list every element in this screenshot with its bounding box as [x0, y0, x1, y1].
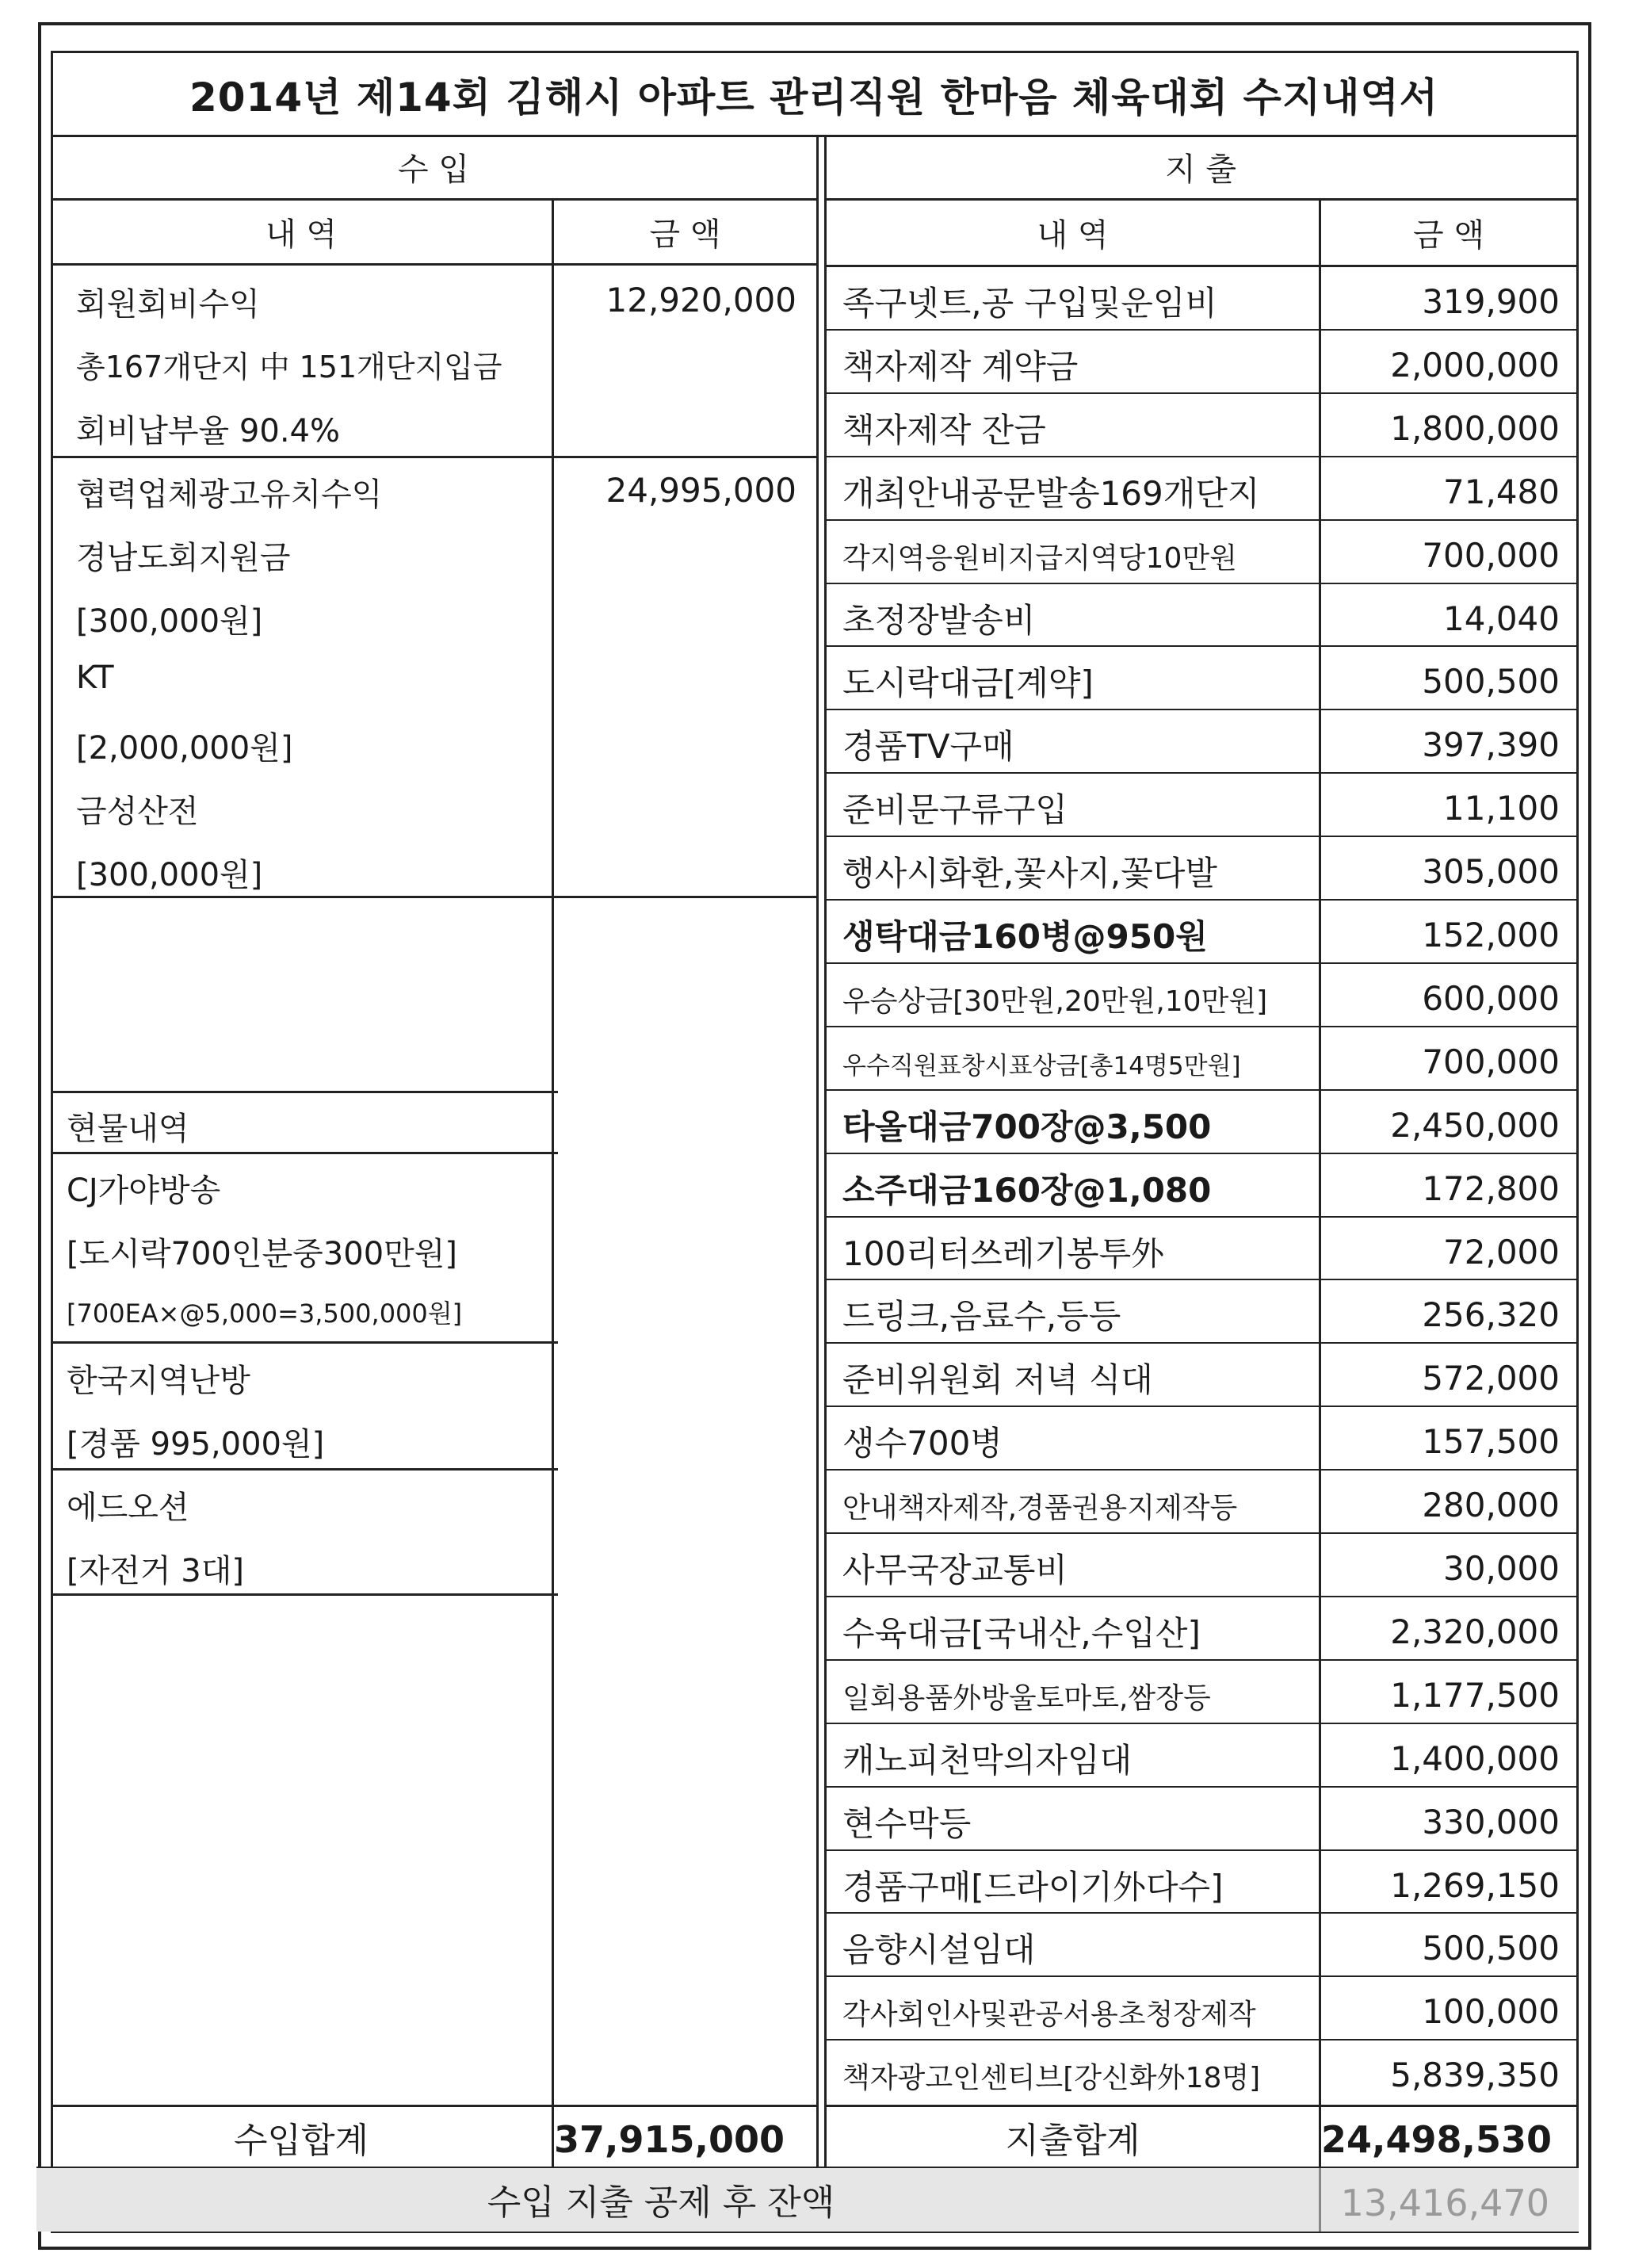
- income-amount: 24,995,000: [605, 471, 796, 510]
- expense-amount: 157,500: [1422, 1422, 1560, 1462]
- expense-amount: 700,000: [1422, 535, 1560, 575]
- expense-item: 각지역응원비지급지역당10만원: [842, 541, 1237, 575]
- expense-amount: 172,800: [1422, 1168, 1560, 1208]
- expense-item: 생탁대금160병@950원: [842, 917, 1208, 956]
- income-total-label: 수입합계: [233, 2121, 369, 2161]
- expense-item: 100리터쓰레기봉투外: [842, 1233, 1165, 1273]
- balance-amount: 13,416,470: [1340, 2182, 1549, 2224]
- expense-item: 안내책자제작,경품권용지제작등: [842, 1492, 1238, 1525]
- expense-item: 사무국장교통비: [842, 1551, 1068, 1589]
- expense-amount: 280,000: [1422, 1486, 1560, 1525]
- expense-amount: 1,269,150: [1390, 1865, 1560, 1905]
- expense-amount: 11,100: [1443, 789, 1560, 828]
- income-item: 회비납부율 90.4%: [76, 413, 340, 449]
- expense-item: 경품구매[드라이기外다수]: [842, 1867, 1224, 1907]
- expense-amount: 572,000: [1422, 1359, 1560, 1398]
- in-kind-item: [자전거 3대]: [67, 1553, 244, 1589]
- expense-item: 타올대금700장@3,500: [842, 1107, 1212, 1146]
- expense-item: 우승상금[30만원,20만원,10만원]: [842, 985, 1268, 1018]
- expense-item: 준비문구류구입: [842, 790, 1068, 830]
- expense-item: 도시락대금[계약]: [842, 664, 1094, 703]
- expense-item: 일회용품外방울토마토,쌈장등: [842, 1681, 1211, 1715]
- expense-amount: 2,320,000: [1390, 1612, 1560, 1651]
- expense-amount: 600,000: [1422, 978, 1560, 1018]
- expense-amount: 700,000: [1422, 1042, 1560, 1081]
- document-title: 2014년 제14회 김해시 아파트 관리직원 한마음 체육대회 수지내역서: [189, 75, 1439, 120]
- income-amount: 12,920,000: [605, 281, 796, 319]
- expense-amount: 1,177,500: [1390, 1675, 1560, 1715]
- in-kind-item: [도시락700인분중300만원]: [67, 1236, 458, 1272]
- expense-amount: 397,390: [1422, 725, 1560, 765]
- expense-item: 책자광고인센티브[강신화外18명]: [842, 2062, 1261, 2095]
- balance-label: 수입 지출 공제 후 잔액: [487, 2182, 835, 2223]
- income-item: [2,000,000원]: [76, 730, 293, 767]
- expense-item: 현수막등: [842, 1803, 972, 1843]
- expense-item: 캐노피천막의자임대: [842, 1740, 1133, 1780]
- expense-amount: 71,480: [1443, 472, 1560, 511]
- expense-col-amount: 금 액: [1413, 216, 1484, 254]
- expense-item: 책자제작 계약금: [842, 346, 1079, 386]
- expense-item: 족구넷트,공 구입및운임비: [842, 284, 1217, 323]
- expense-amount: 1,400,000: [1390, 1738, 1560, 1778]
- expense-amount: 319,900: [1422, 282, 1560, 321]
- expense-item: 경품TV구매: [842, 727, 1014, 767]
- expense-item: 준비위원회 저녁 식대: [842, 1360, 1153, 1400]
- expense-item: 드링크,음료수,등등: [842, 1297, 1121, 1337]
- expense-amount: 72,000: [1443, 1232, 1560, 1272]
- expense-item: 우수직원표창시표상금[총14명5만원]: [842, 1051, 1241, 1080]
- expense-amount: 2,450,000: [1390, 1105, 1560, 1145]
- expense-item: 개최안내공문발송169개단지: [842, 473, 1260, 513]
- expense-amount: 1,800,000: [1390, 408, 1560, 448]
- income-item: 총167개단지 中 151개단지입금: [76, 350, 502, 384]
- expense-item: 수육대금[국내산,수입산]: [842, 1613, 1201, 1653]
- expense-amount: 14,040: [1443, 599, 1560, 638]
- income-header: 수 입: [398, 151, 469, 188]
- expense-amount: 305,000: [1422, 852, 1560, 892]
- in-kind-item: [700EA×@5,000=3,500,000원]: [67, 1298, 463, 1329]
- expense-total-amount: 24,498,530: [1321, 2118, 1553, 2161]
- income-col-amount: 금 액: [649, 216, 721, 253]
- income-total-amount: 37,915,000: [554, 2118, 785, 2161]
- expense-amount: 2,000,000: [1390, 345, 1560, 384]
- expense-total-label: 지출합계: [1005, 2121, 1140, 2161]
- expense-item: 음향시설임대: [842, 1930, 1036, 1970]
- expense-item: 소주대금160장@1,080: [842, 1170, 1212, 1210]
- in-kind-item: [경품 995,000원]: [67, 1426, 325, 1463]
- expense-amount: 30,000: [1443, 1549, 1560, 1588]
- expense-item: 생수700병: [842, 1424, 1003, 1463]
- in-kind-item: CJ가야방송: [67, 1172, 221, 1209]
- expense-header: 지 출: [1165, 151, 1236, 188]
- expense-amount: 5,839,350: [1390, 2056, 1560, 2095]
- expense-amount: 330,000: [1422, 1802, 1560, 1842]
- expense-amount: 500,500: [1422, 1929, 1560, 1968]
- expense-amount: 152,000: [1422, 916, 1560, 954]
- expense-amount: 500,500: [1422, 662, 1560, 702]
- in-kind-heading: 현물내역: [67, 1111, 189, 1147]
- income-col-item: 내 역: [265, 216, 337, 253]
- in-kind-item: 한국지역난방: [67, 1363, 250, 1399]
- income-item: KT: [76, 660, 114, 696]
- expense-amount: 256,320: [1422, 1295, 1560, 1335]
- income-item: [300,000원]: [76, 603, 263, 640]
- income-item: 경남도회지원금: [76, 540, 291, 576]
- expense-item: 책자제작 잔금: [842, 410, 1046, 449]
- expense-item: 초정장발송비: [842, 600, 1036, 640]
- income-item: 금성산전: [76, 794, 199, 830]
- expense-col-item: 내 역: [1037, 216, 1109, 254]
- income-item: 협력업체광고유치수익: [76, 476, 383, 513]
- income-item: [300,000원]: [76, 857, 263, 893]
- expense-amount: 100,000: [1422, 1992, 1560, 2032]
- expense-item: 행사시화환,꽃사지,꽃다발: [842, 854, 1217, 893]
- income-item: 회원회비수익: [76, 286, 260, 323]
- in-kind-item: 에드오션: [67, 1490, 189, 1526]
- expense-item: 각사회인사및관공서용초청장제작: [842, 1998, 1256, 2032]
